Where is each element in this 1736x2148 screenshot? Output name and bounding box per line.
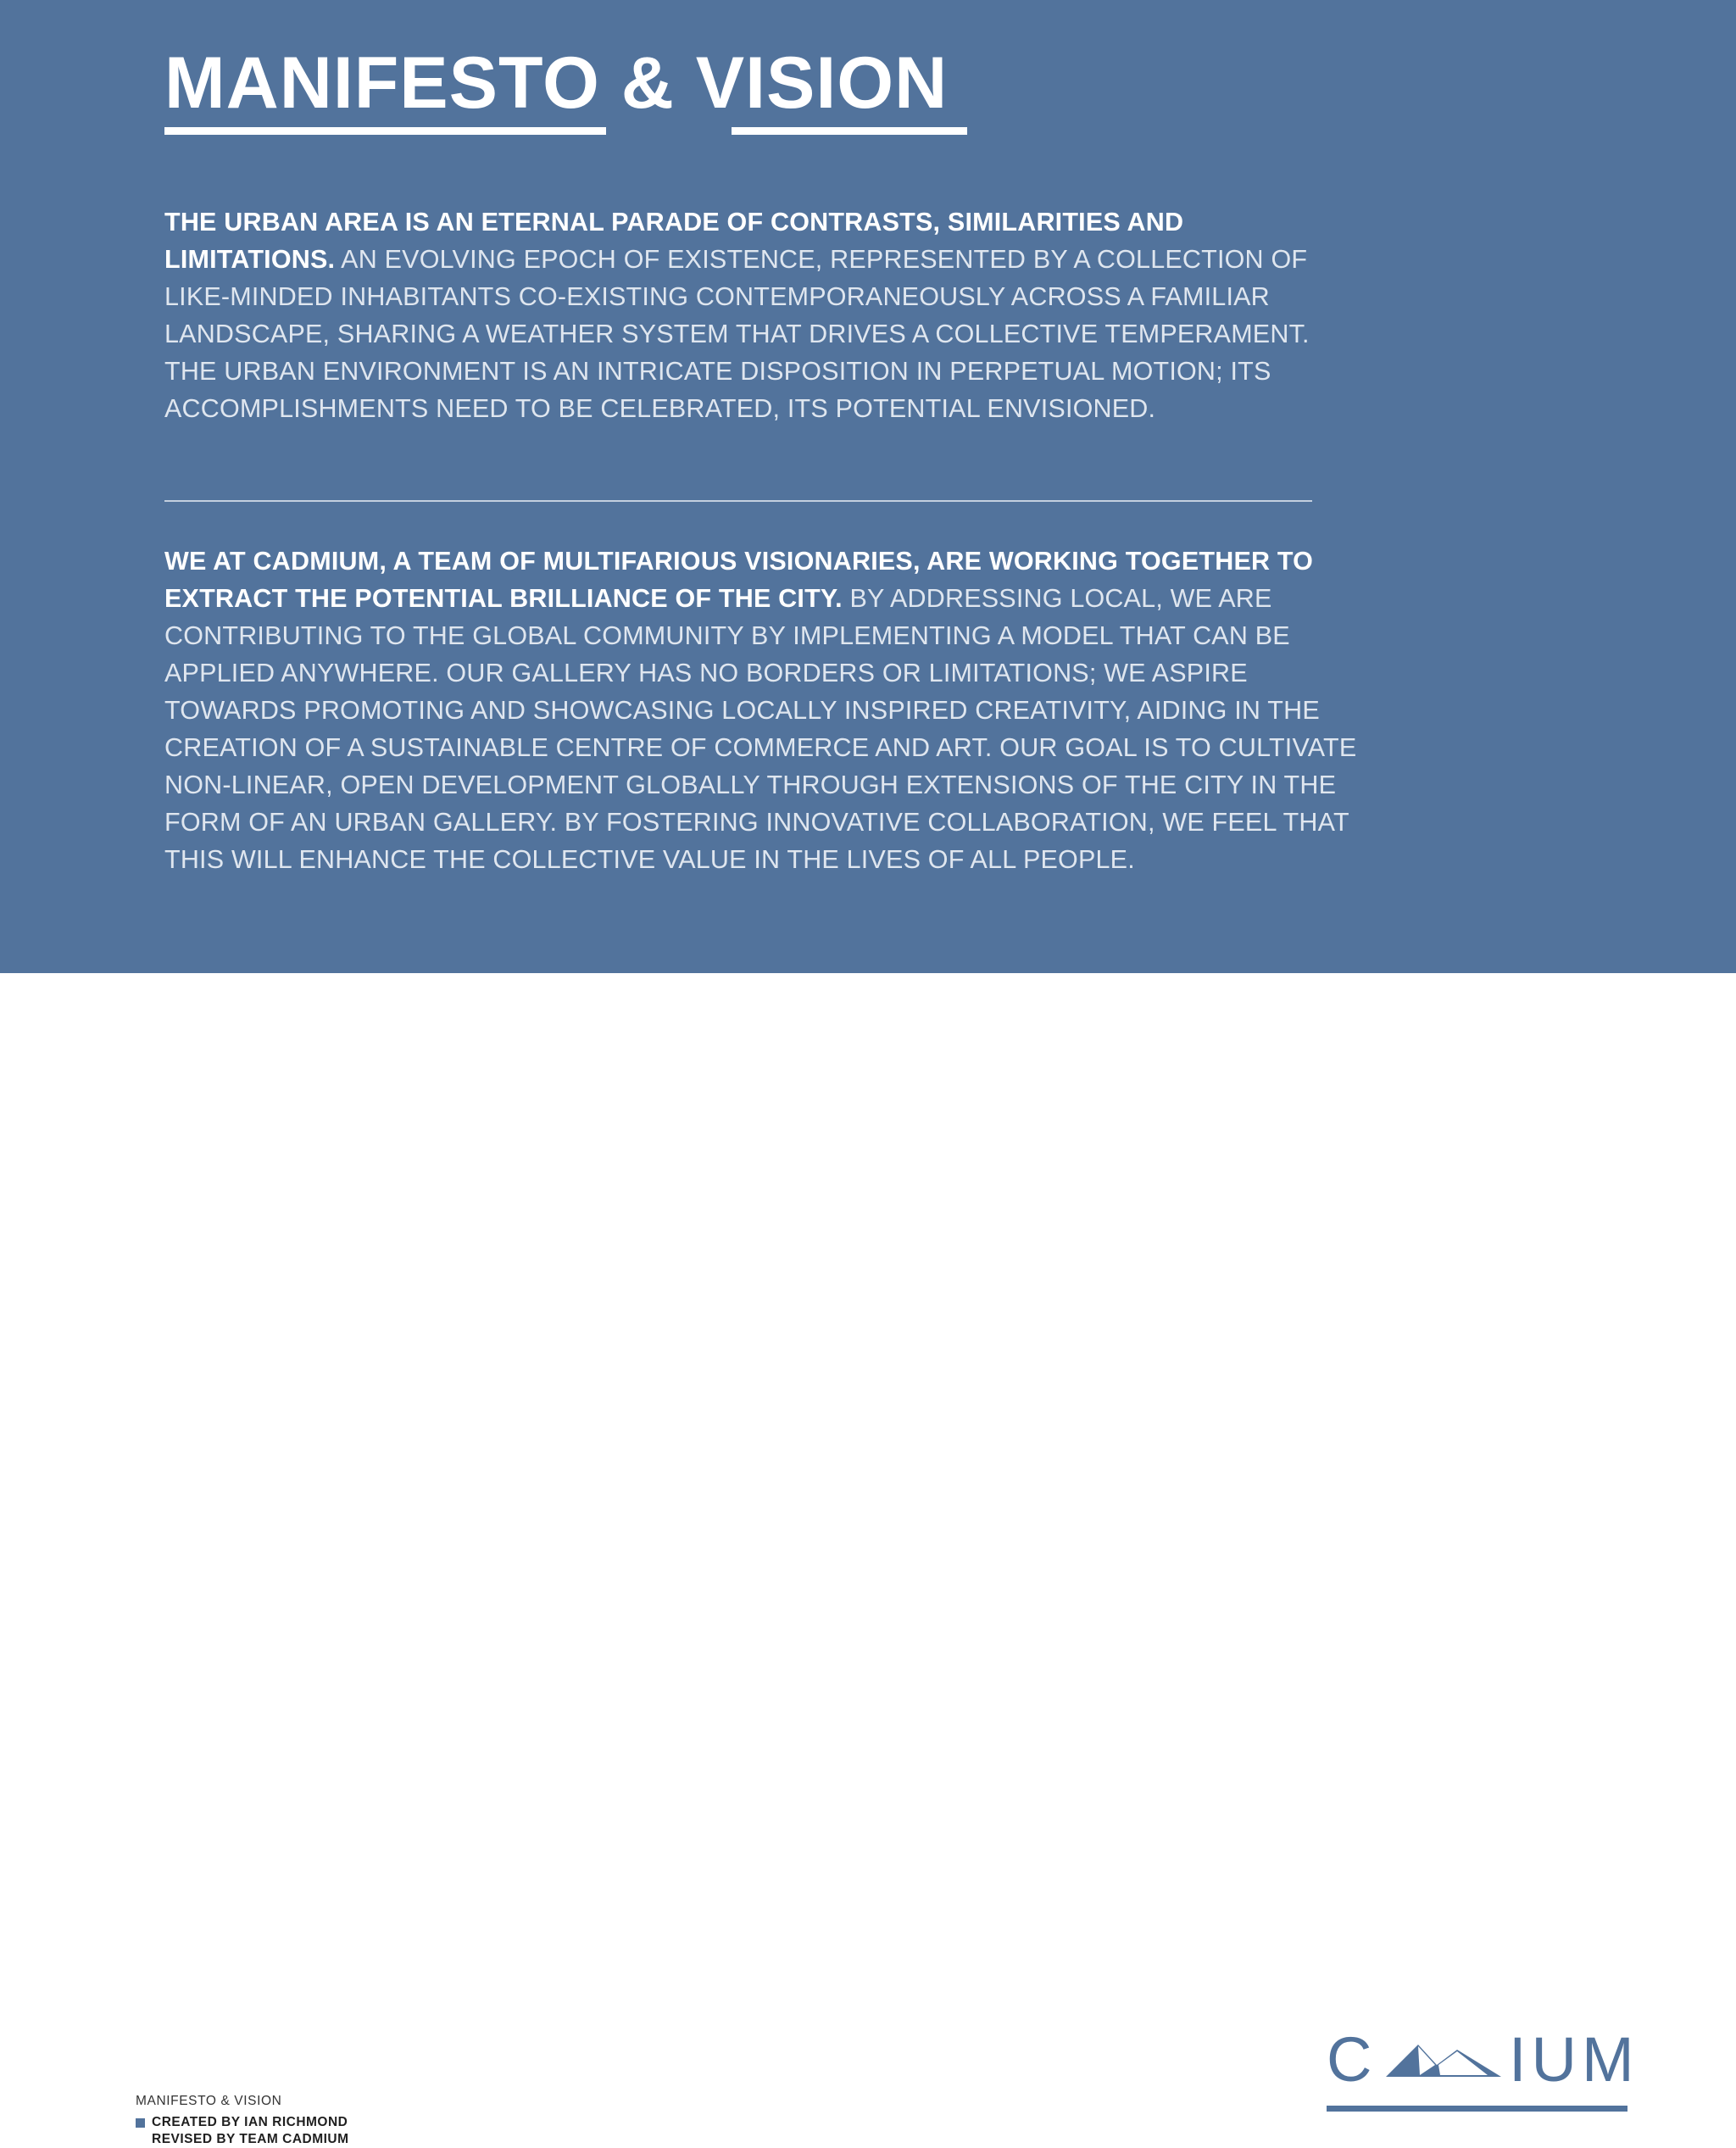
paragraph-2-lead: WE AT CADMIUM, A TEAM OF MULTIFARIOUS VISIONARIES, ARE WORKING TOGETHER TO EXTRACT THE POTENTIAL BRILLIANCE OF THE CITY. — [164, 547, 1314, 613]
hero-panel — [0, 0, 1736, 973]
credits-revised-by: REVISED BY TEAM CADMIUM — [152, 2132, 349, 2146]
cadmium-logo — [1327, 2024, 1639, 2117]
title-underline-second — [732, 127, 967, 135]
manifesto-paragraph-1 — [164, 203, 1360, 427]
section-divider — [164, 500, 1312, 502]
footer-panel — [0, 973, 1736, 2146]
credits-authors — [152, 2114, 349, 2148]
title-underline-first — [164, 127, 606, 135]
paragraph-1-lead: THE URBAN AREA IS AN ETERNAL PARADE OF CONTRASTS, SIMILARITIES AND LIMITATIONS. — [164, 208, 1184, 274]
credits-row — [136, 2114, 729, 2148]
mountain-mark-icon — [1384, 2039, 1503, 2089]
logo-letters-ium: IUM — [1509, 2024, 1639, 2095]
page-title: MANIFESTO & VISION — [164, 42, 949, 124]
title-block — [164, 42, 1605, 136]
credits-document-name: MANIFESTO & VISION — [136, 2094, 282, 2108]
logo-underline — [1327, 2106, 1628, 2112]
paragraph-1-body: AN EVOLVING EPOCH OF EXISTENCE, REPRESENTED BY A COLLECTION OF LIKE-MINDED INHABITANTS CO-EXISTING CONTEMPORANEOUSLY ACROSS A FAMILIAR LANDSCAPE, SHARING A WEATHER SYSTEM THAT DRIVES A COLLECTIVE TEMPERAMENT. THE URBAN ENVIRONMENT IS AN INTRICATE DISPOSITION IN PERPETUAL MOTION; ITS ACCOMPLISHMENTS NEED TO BE CELEBRATED, ITS POTENTIAL ENVISIONED. — [164, 245, 1310, 423]
title-underline-group — [164, 127, 1012, 136]
bullet-square-icon — [136, 2118, 145, 2128]
logo-letter-c: C — [1327, 2024, 1377, 2095]
credits-created-by: CREATED BY IAN RICHMOND — [152, 2115, 348, 2129]
paragraph-2-body: BY ADDRESSING LOCAL, WE ARE CONTRIBUTING TO THE GLOBAL COMMUNITY BY IMPLEMENTING A MODEL THAT CAN BE APPLIED ANYWHERE. OUR GALLERY HAS NO BORDERS OR LIMITATIONS; WE ASPIRE TOWARDS PROMOTING AND SHOWCASING LOCALLY INSPIRED CREATIVITY, AIDING IN THE CREATION OF A SUSTAINABLE CENTRE OF COMMERCE AND ART. OUR GOAL IS TO CULTIVATE NON-LINEAR, OPEN DEVELOPMENT GLOBALLY THROUGH EXTENSIONS OF THE CITY IN THE FORM OF AN URBAN GALLERY. BY FOSTERING INNOVATIVE COLLABORATION, WE FEEL THAT THIS WILL ENHANCE THE COLLECTIVE VALUE IN THE LIVES OF ALL PEOPLE. — [164, 584, 1357, 874]
manifesto-paragraph-2 — [164, 543, 1360, 878]
credits-block — [136, 2094, 729, 2148]
